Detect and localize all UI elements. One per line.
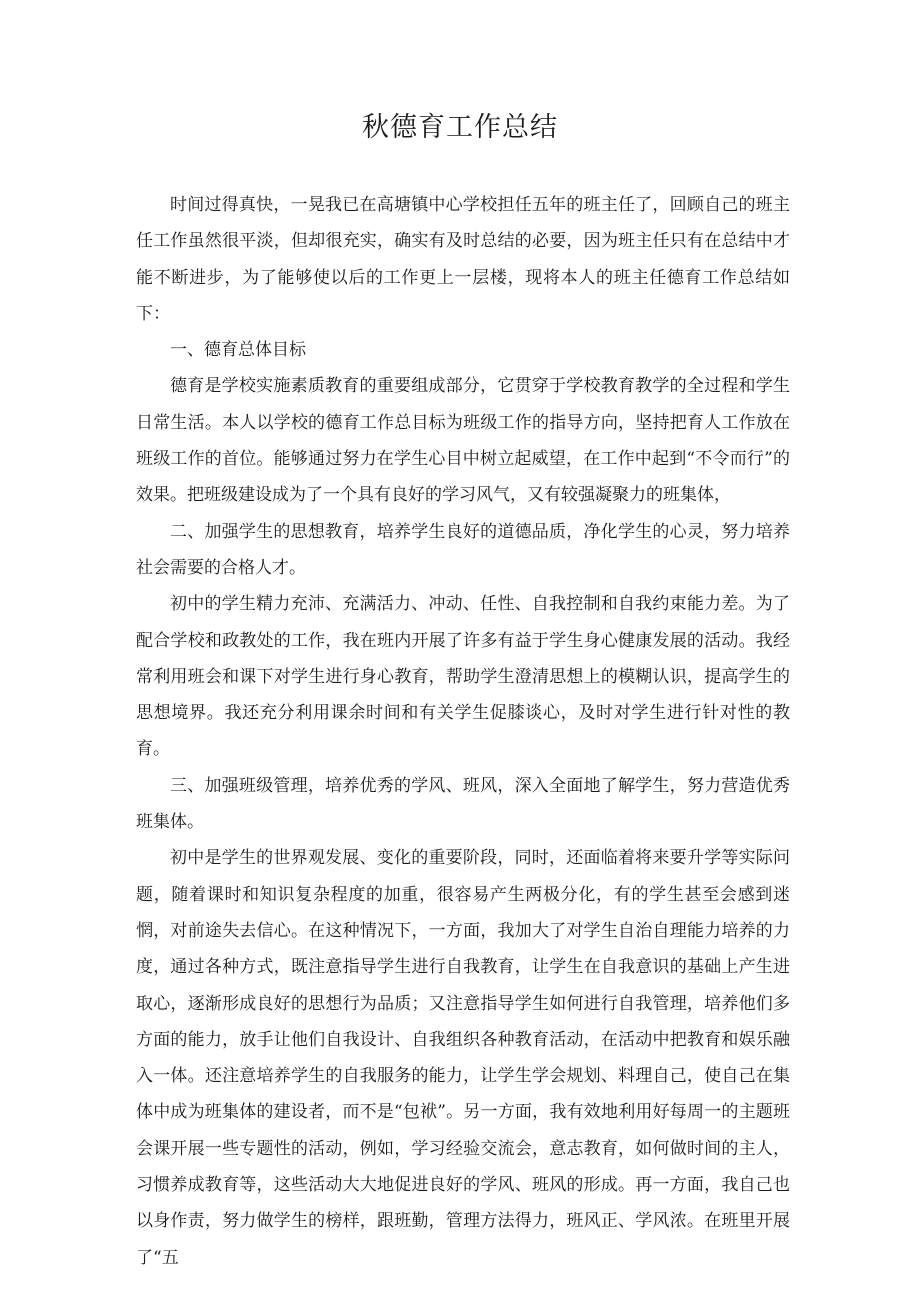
heading-section-1: 一、德育总体目标 xyxy=(170,340,306,361)
document-title: 秋德育工作总结 xyxy=(362,112,558,143)
heading-section-2: 二、加强学生的思想教育，培养学生良好的道德品质，净化学生的心灵，努力培养社会需要的合格人才。 xyxy=(136,521,790,578)
heading-section-3: 三、加强班级管理，培养优秀的学风、班风，深入全面地了解学生，努力营造优秀班集体。 xyxy=(136,775,790,833)
document-body xyxy=(136,187,790,1276)
paragraph-section-1: 德育是学校实施素质教育的重要组成部分，它贯穿于学校教育教学的全过程和学生日常生活。本人以学校的德育工作总目标为班级工作的指导方向，坚持把育人工作放在班级工作的首位。能够通过努力在学生心目中树立起威望，在工作中起到“不令而行”的效果。把班级建设成为了一个具有良好的学习风气，又有较强凝聚力的班集体， xyxy=(136,376,790,506)
paragraph-section-2: 初中的学生精力充沛、充满活力、冲动、任性、自我控制和自我约束能力差。为了配合学校和政教处的工作，我在班内开展了许多有益于学生身心健康发展的活动。我经常利用班会和课下对学生进行身心教育，帮助学生澄清思想上的模糊认识，提高学生的思想境界。我还充分利用课余时间和有关学生促膝谈心，及时对学生进行针对性的教育。 xyxy=(136,594,790,760)
paragraph-section-3: 初中是学生的世界观发展、变化的重要阶段，同时，还面临着将来要升学等实际问题，随着课时和知识复杂程度的加重，很容易产生两极分化，有的学生甚至会感到迷惘，对前途失去信心。在这种情况下，一方面，我加大了对学生自治自理能力培养的力度，通过各种方式，既注意指导学生进行自我教育，让学生在自我意识的基础上产生进取心，逐渐形成良好的思想行为品质；又注意指导学生如何进行自我管理，培养他们多方面的能力，放手让他们自我设计、自我组织各种教育活动，在活动中把教育和娱乐融入一体。还注意培养学生的自我服务的能力，让学生学会规划、料理自己，使自己在集体中成为班集体的建设者，而不是“包袱”。另一方面，我有效地利用好每周一的主题班会课开展一些专题性的活动，例如，学习经验交流会，意志教育，如何做时间的主人，习惯养成教育等，这些活动大大地促进良好的学风、班风的形成。再一方面，我自己也以身作责，努力做学生的榜样，跟班勤，管理方法得力，班风正、学风浓。在班里开展了“五 xyxy=(136,848,790,1268)
paragraph-intro: 时间过得真快，一晃我已在高塘镇中心学校担任五年的班主任了，回顾自己的班主任工作虽然很平淡，但却很充实，确实有及时总结的必要，因为班主任只有在总结中才能不断进步，为了能够使以后的工作更上一层楼，现将本人的班主任德育工作总结如下： xyxy=(136,195,790,324)
